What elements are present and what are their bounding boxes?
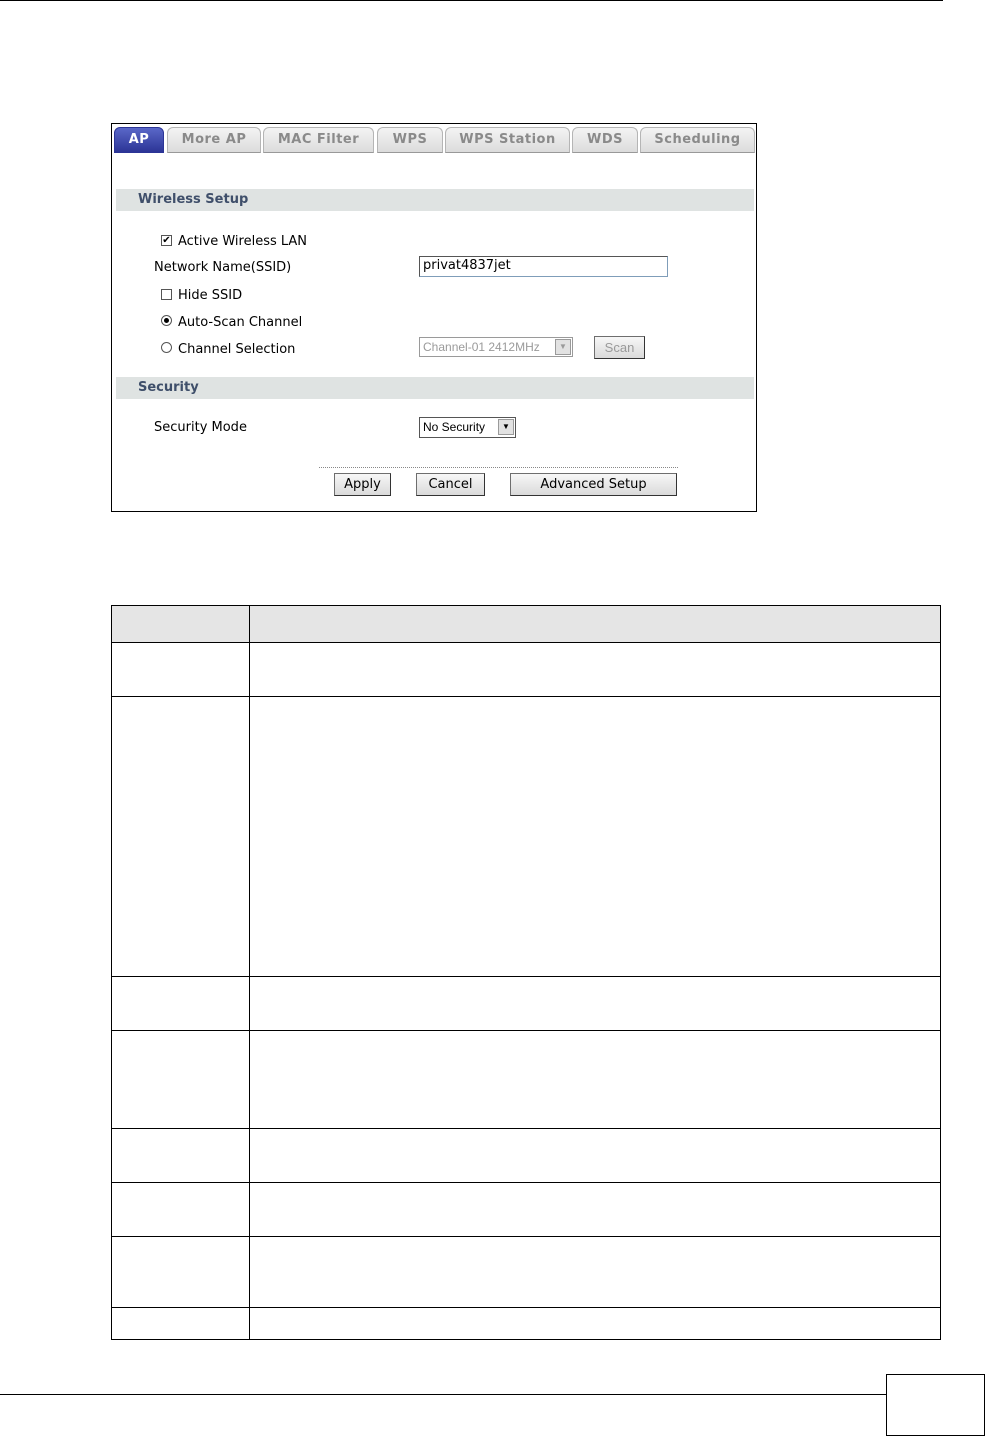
advanced-setup-button[interactable]: Advanced Setup [510, 473, 677, 496]
cancel-button[interactable]: Cancel [416, 473, 485, 496]
table-row [112, 1031, 940, 1129]
security-header: Security [116, 377, 754, 399]
table-header-row [112, 606, 940, 643]
apply-button[interactable]: Apply [334, 473, 391, 496]
table-row [112, 697, 940, 977]
tab-mac-filter[interactable]: MAC Filter [263, 127, 374, 153]
table-row [112, 1237, 940, 1308]
table-row [112, 1129, 940, 1183]
channel-select-value: Channel-01 2412MHz [423, 340, 540, 354]
table-row [112, 977, 940, 1031]
network-name-label: Network Name(SSID) [154, 260, 292, 275]
chevron-down-icon: ▼ [555, 339, 571, 355]
tab-more-ap[interactable]: More AP [167, 127, 261, 153]
footer-rule [0, 1394, 886, 1395]
security-mode-label: Security Mode [154, 420, 247, 435]
auto-scan-label: Auto-Scan Channel [178, 315, 303, 330]
channel-selection-radio[interactable] [161, 342, 172, 353]
active-wireless-lan-checkbox[interactable]: ✔ [162, 235, 171, 246]
security-mode-select[interactable] [419, 417, 516, 438]
tab-bar [113, 125, 755, 155]
header-rule [0, 0, 943, 1]
page-number-box [886, 1374, 985, 1436]
scan-button[interactable]: Scan [594, 336, 645, 359]
tab-scheduling[interactable]: Scheduling [640, 127, 755, 153]
tab-wps[interactable]: WPS [377, 127, 443, 153]
divider [319, 467, 678, 468]
active-wireless-lan-label: Active Wireless LAN [178, 234, 308, 249]
ssid-input[interactable]: privat4837jet [419, 256, 668, 277]
hide-ssid-label: Hide SSID [178, 288, 243, 303]
tab-wds[interactable]: WDS [572, 127, 638, 153]
chevron-down-icon: ▼ [498, 419, 514, 435]
auto-scan-radio[interactable] [161, 315, 172, 326]
field-description-table [111, 605, 941, 1340]
tab-ap[interactable]: AP [114, 127, 164, 153]
security-mode-value: No Security [423, 420, 486, 434]
column-divider [249, 606, 250, 1339]
wireless-setup-header: Wireless Setup [116, 189, 754, 211]
table-row [112, 643, 940, 697]
channel-select[interactable] [419, 337, 573, 357]
hide-ssid-checkbox[interactable] [161, 289, 172, 300]
table-row [112, 1308, 940, 1339]
wireless-ap-screenshot [111, 123, 757, 512]
table-row [112, 1183, 940, 1237]
channel-selection-label: Channel Selection [178, 342, 296, 357]
tab-wps-station[interactable]: WPS Station [445, 127, 570, 153]
